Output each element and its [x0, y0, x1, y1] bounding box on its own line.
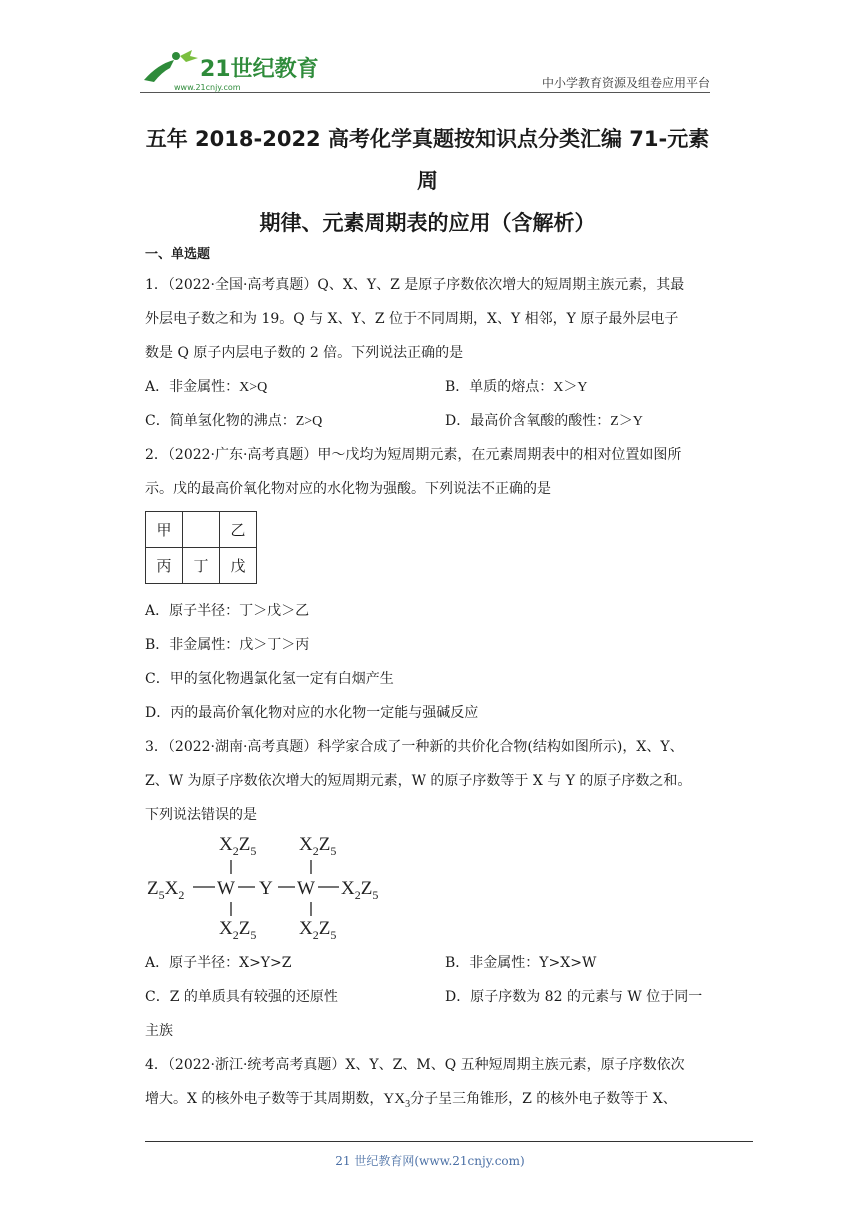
q2-line-2: 示。戊的最高价氧化物对应的水化物为强酸。下列说法不正确的是	[145, 481, 551, 497]
atom-y: Y	[259, 878, 273, 899]
compound-structure-diagram	[145, 832, 395, 942]
title-line-2: 期律、元素周期表的应用（含解析）	[259, 211, 596, 235]
option-label: A．非金属性：	[145, 379, 240, 395]
option-formula: X>Q	[239, 380, 268, 395]
q1-line-1: 1．（2022·全国·高考真题）Q、X、Y、Z 是原子序数依次增大的短周期主族元素，其最	[145, 277, 685, 293]
q4-line-1: 4．（2022·浙江·统考高考真题）X、Y、Z、M、Q 五种短周期主族元素，原子序数依次	[145, 1057, 685, 1073]
table-row	[146, 548, 257, 584]
table-cell: 丙	[146, 548, 183, 584]
q2-option-c: C．甲的氢化物遇氯化氢一定有白烟产生	[145, 671, 394, 687]
q3-option-d-continued: 主族	[145, 1023, 173, 1039]
section-heading: 一、单选题	[145, 247, 211, 262]
option-formula: Z>Q	[295, 414, 323, 429]
q1-option-c	[145, 411, 322, 432]
option-formula: Z＞Y	[610, 414, 643, 429]
q1-option-b	[445, 377, 588, 398]
bottom-right-group: $X_2Z_5$	[299, 918, 337, 942]
table-cell: 乙	[220, 512, 257, 548]
q3-option-d: D．原子序数为 82 的元素与 W 位于同一	[445, 989, 703, 1005]
q4-line-2-part-2: 分子呈三角锥形，Z 的核外电子数等于 X、	[410, 1091, 677, 1107]
footer-divider	[145, 1141, 753, 1142]
q3-line-2: Z、W 为原子序数依次增大的短周期元素，W 的原子序数等于 X 与 Y 的原子序数之和。	[145, 773, 692, 789]
footer-text: 21 世纪教育网(www.21cnjy.com)	[335, 1154, 525, 1168]
q3-option-a: A．原子半径：X>Y>Z	[145, 955, 292, 971]
q1-option-a	[145, 377, 267, 398]
top-left-group: $X_2Z_5$	[219, 834, 257, 858]
header-platform-text: 中小学教育资源及组卷应用平台	[541, 76, 710, 90]
q2-option-d: D．丙的最高价氧化物对应的水化物一定能与强碱反应	[145, 705, 479, 721]
q3-line-3: 下列说法错误的是	[145, 807, 257, 823]
table-cell: 戊	[220, 548, 257, 584]
site-logo	[140, 46, 320, 96]
q2-line-1: 2．（2022·广东·高考真题）甲～戊均为短周期元素，在元素周期表中的相对位置如图所	[145, 447, 682, 463]
q4-line-2-part-1: 增大。X 的核外电子数等于其周期数，	[145, 1091, 384, 1107]
option-formula: X＞Y	[553, 380, 588, 395]
q3-option-b: B．非金属性：Y>X>W	[445, 955, 597, 971]
header-divider	[140, 92, 710, 93]
atom-w-right: W	[297, 878, 315, 899]
top-right-group: $X_2Z_5$	[299, 834, 337, 858]
q1-line-3: 数是 Q 原子内层电子数的 2 倍。下列说法正确的是	[145, 345, 464, 361]
q4-formula: $YX_3$	[383, 1091, 411, 1110]
page-title	[140, 118, 715, 244]
q4-line-2	[145, 1089, 677, 1115]
right-group: $X_2Z_5$	[341, 878, 379, 902]
table-cell: 甲	[146, 512, 183, 548]
q1-line-2: 外层电子数之和为 19。Q 与 X、Y、Z 位于不同周期，X、Y 相邻，Y 原子最外层电子	[145, 311, 679, 327]
q3-line-1: 3．（2022·湖南·高考真题）科学家合成了一种新的共价化合物(结构如图所示)，X、Y、	[145, 739, 684, 755]
option-label: D．最高价含氧酸的酸性：	[445, 413, 611, 429]
logo-text: 21世纪教育	[200, 57, 319, 82]
table-row	[146, 512, 257, 548]
title-line-1: 五年 2018-2022 高考化学真题按知识点分类汇编 71-元素周	[145, 127, 710, 193]
left-group: $Z_5X_2$	[147, 878, 185, 902]
option-label: C．简单氢化物的沸点：	[145, 413, 296, 429]
atom-w-left: W	[217, 878, 235, 899]
table-cell: 丁	[183, 548, 220, 584]
option-label: B．单质的熔点：	[445, 379, 554, 395]
q2-option-a: A．原子半径：丁＞戊＞乙	[145, 603, 310, 619]
q1-option-d	[445, 411, 643, 432]
bottom-left-group: $X_2Z_5$	[219, 918, 257, 942]
table-cell	[183, 512, 220, 548]
periodic-position-table	[145, 511, 257, 584]
q3-option-c: C．Z 的单质具有较强的还原性	[145, 989, 338, 1005]
logo-url: www.21cnjy.com	[174, 83, 241, 92]
q2-option-b: B．非金属性：戊＞丁＞丙	[145, 637, 310, 653]
